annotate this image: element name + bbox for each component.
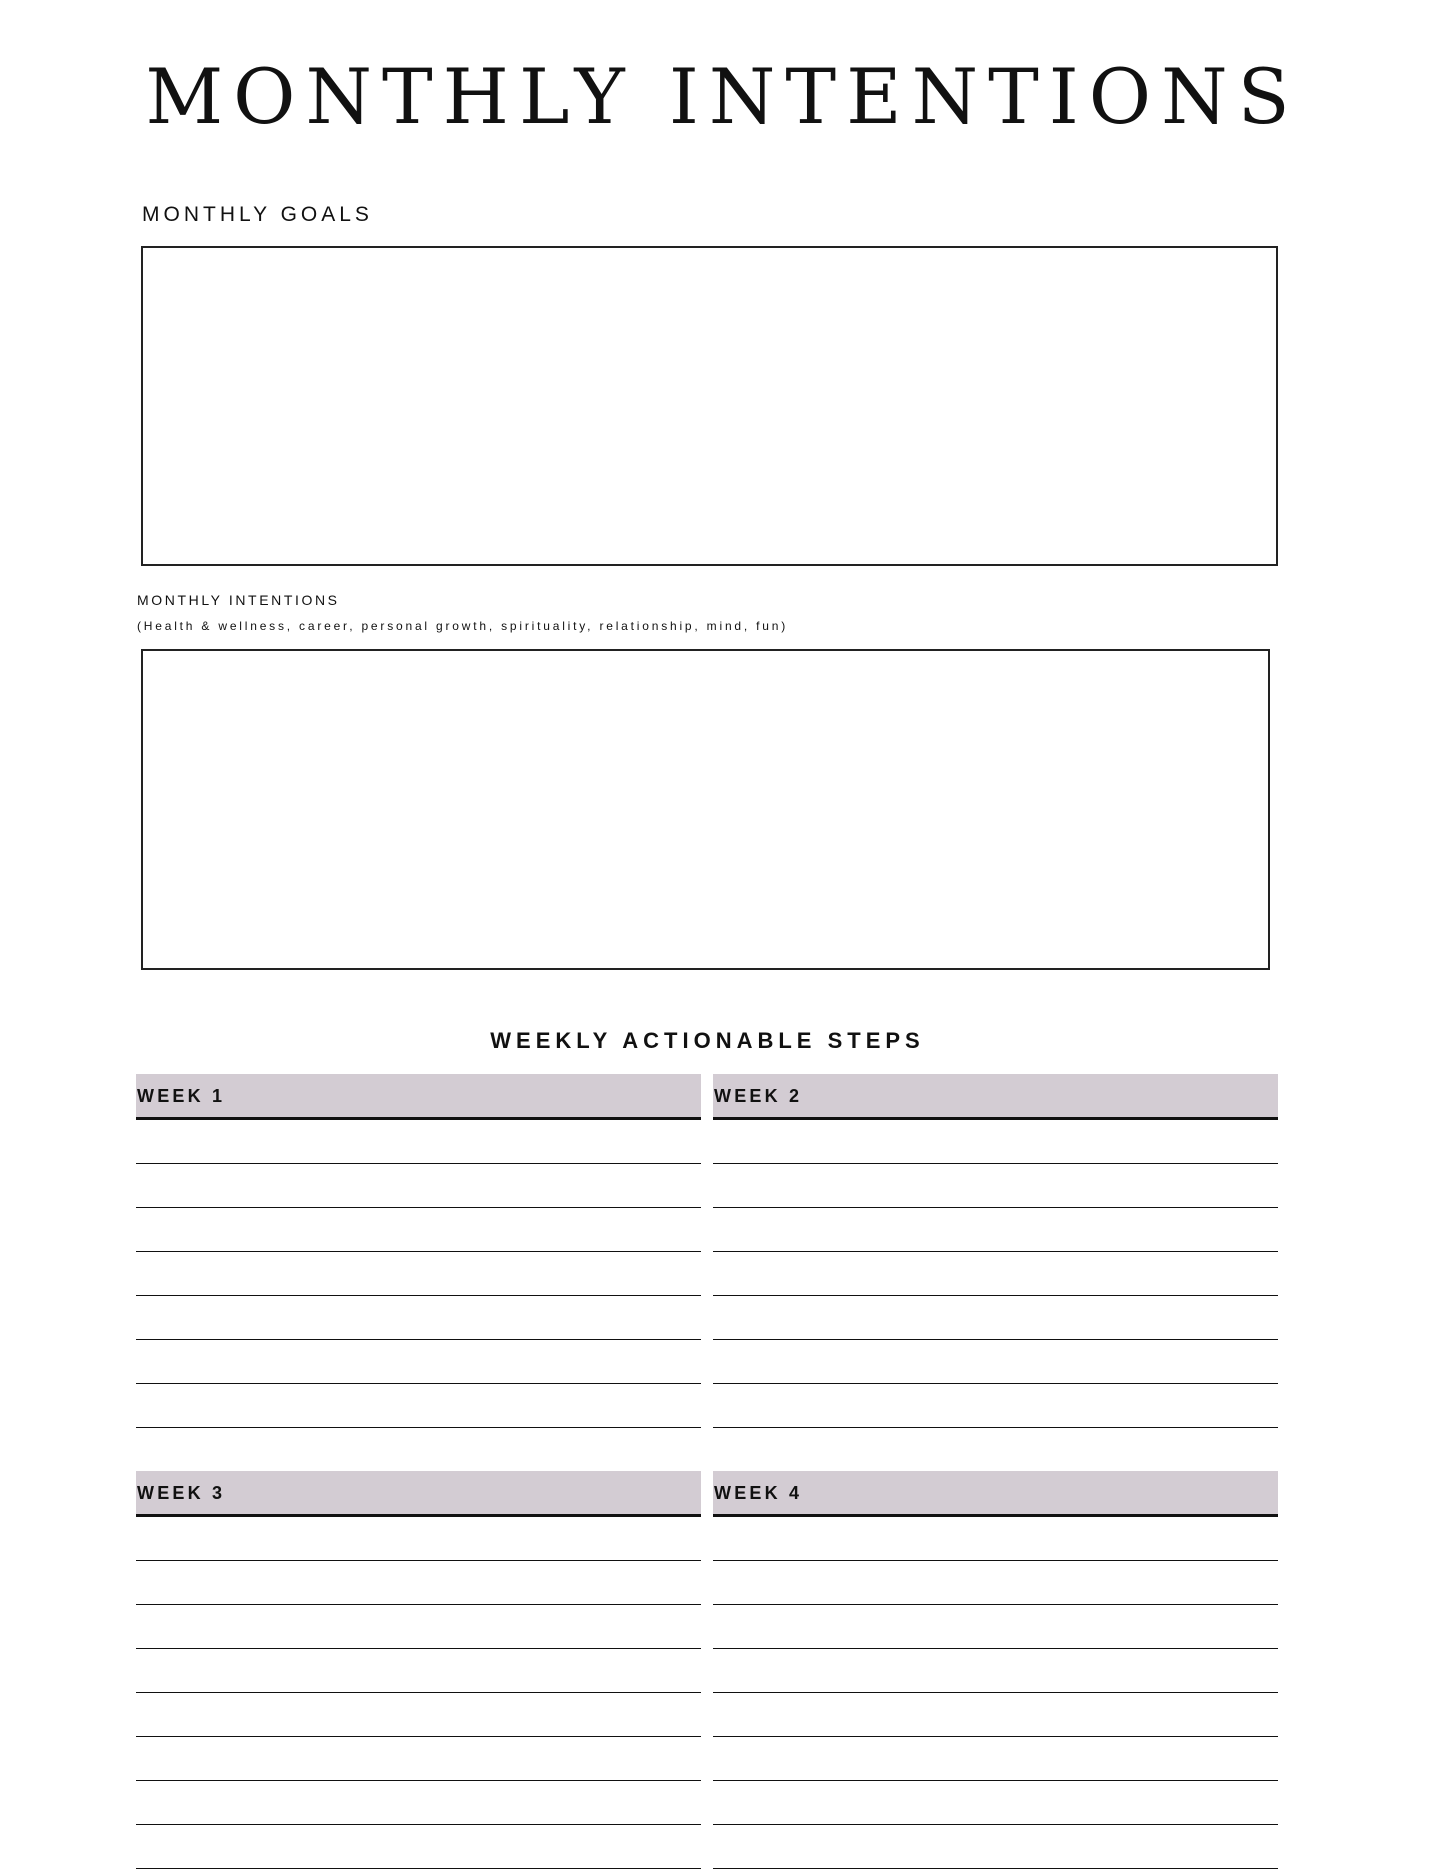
week-3-line[interactable]	[136, 1825, 701, 1869]
week-4-lines	[713, 1517, 1278, 1869]
weekly-steps-title: WEEKLY ACTIONABLE STEPS	[490, 1028, 925, 1053]
page-title: MONTHLY INTENTIONS	[145, 52, 1300, 141]
week-2-section	[713, 1074, 1278, 1472]
monthly-intentions-categories: (Health & wellness, career, personal growth, spirituality, relationship, mind, fun)	[137, 619, 789, 633]
week-3-line[interactable]	[136, 1561, 701, 1605]
week-4-line[interactable]	[713, 1605, 1278, 1649]
week-2-line[interactable]	[713, 1164, 1278, 1208]
week-3-line[interactable]	[136, 1737, 701, 1781]
week-2-line[interactable]	[713, 1340, 1278, 1384]
week-1-line[interactable]	[136, 1428, 701, 1472]
monthly-intentions-label: MONTHLY INTENTIONS	[137, 592, 340, 608]
week-2-line[interactable]	[713, 1120, 1278, 1164]
week-2-line[interactable]	[713, 1384, 1278, 1428]
week-1-line[interactable]	[136, 1296, 701, 1340]
week-4-line[interactable]	[713, 1561, 1278, 1605]
week-3-line[interactable]	[136, 1781, 701, 1825]
week-4-line[interactable]	[713, 1693, 1278, 1737]
week-4-line[interactable]	[713, 1517, 1278, 1561]
week-1-line[interactable]	[136, 1340, 701, 1384]
week-2-label: WEEK 2	[714, 1085, 803, 1106]
week-1-line[interactable]	[136, 1384, 701, 1428]
week-1-lines	[136, 1120, 701, 1472]
week-3-section	[136, 1471, 701, 1869]
week-2-lines	[713, 1120, 1278, 1472]
week-1-line[interactable]	[136, 1208, 701, 1252]
week-3-line[interactable]	[136, 1605, 701, 1649]
week-2-line[interactable]	[713, 1208, 1278, 1252]
week-3-lines	[136, 1517, 701, 1869]
week-1-section	[136, 1074, 701, 1472]
week-3-label: WEEK 3	[137, 1482, 226, 1503]
week-4-line[interactable]	[713, 1781, 1278, 1825]
week-3-line[interactable]	[136, 1693, 701, 1737]
week-1-line[interactable]	[136, 1164, 701, 1208]
monthly-goals-label: MONTHLY GOALS	[142, 203, 373, 226]
week-4-line[interactable]	[713, 1737, 1278, 1781]
week-1-line[interactable]	[136, 1120, 701, 1164]
week-1-header	[136, 1074, 701, 1120]
week-2-header	[713, 1074, 1278, 1120]
week-2-line[interactable]	[713, 1252, 1278, 1296]
week-2-line[interactable]	[713, 1428, 1278, 1472]
week-4-line[interactable]	[713, 1649, 1278, 1693]
week-3-header	[136, 1471, 701, 1517]
week-2-line[interactable]	[713, 1296, 1278, 1340]
week-3-line[interactable]	[136, 1517, 701, 1561]
week-4-section	[713, 1471, 1278, 1869]
week-1-line[interactable]	[136, 1252, 701, 1296]
monthly-intentions-box[interactable]	[141, 649, 1270, 970]
week-3-line[interactable]	[136, 1649, 701, 1693]
week-1-label: WEEK 1	[137, 1085, 226, 1106]
week-4-header	[713, 1471, 1278, 1517]
week-4-line[interactable]	[713, 1825, 1278, 1869]
monthly-goals-box[interactable]	[141, 246, 1278, 566]
week-4-label: WEEK 4	[714, 1482, 803, 1503]
